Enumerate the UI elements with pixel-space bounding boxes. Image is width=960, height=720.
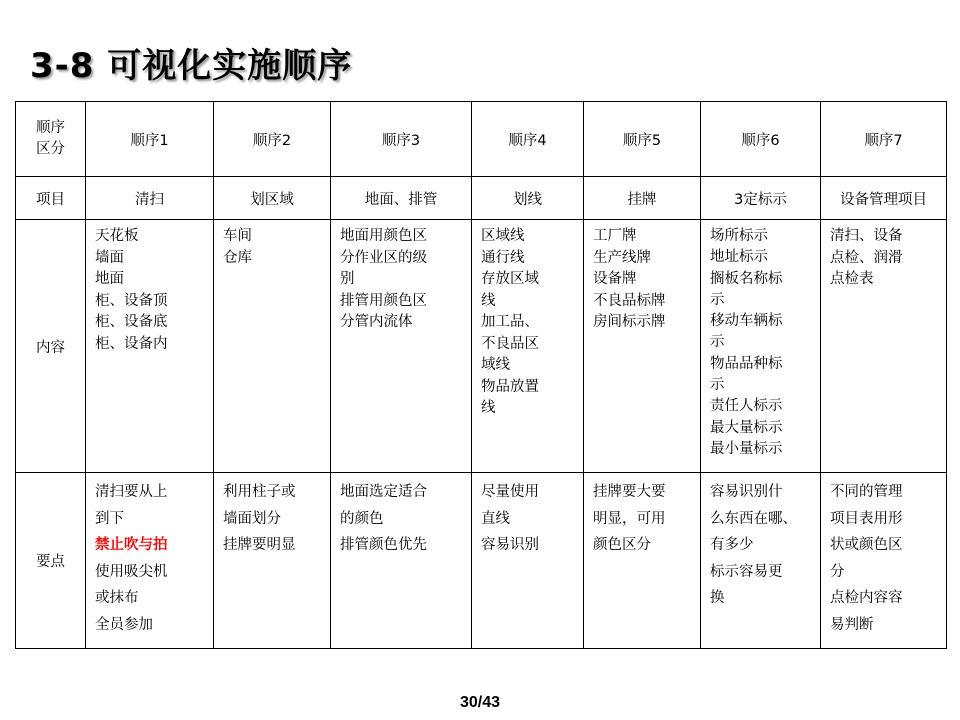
- text-line: 分管内流体: [340, 314, 413, 330]
- implementation-order-table: [15, 101, 947, 649]
- item-cell: 地面、排管: [331, 177, 472, 220]
- item-cell: 清扫: [86, 177, 214, 220]
- text-line: 明显，可用: [593, 510, 666, 527]
- points-line: 或抹布: [95, 590, 139, 606]
- content-cell: [331, 220, 472, 473]
- text-line: 责任人标示: [710, 398, 783, 415]
- text-line: 易判断: [830, 616, 874, 633]
- header-label: [16, 118, 85, 160]
- text-line: 么东西在哪、: [710, 510, 797, 527]
- text-line: 示: [710, 334, 725, 351]
- text-line: 挂牌要大要: [593, 484, 666, 500]
- text-line: 地面: [95, 271, 124, 287]
- text-line: 挂牌要明显: [223, 537, 296, 553]
- text-line: 柜、设备底: [95, 314, 168, 330]
- text-line: 点检表: [830, 271, 874, 287]
- text-line: 线: [481, 292, 496, 309]
- text-line: 设备牌: [593, 271, 637, 287]
- text-line: 地址标示: [710, 249, 768, 266]
- text-line: 墙面划分: [223, 510, 281, 527]
- text-line: 搁板名称标: [710, 270, 783, 287]
- text-line: 通行线: [481, 249, 525, 266]
- header-cell: 顺序1: [86, 102, 214, 177]
- text-line: 物品品种标: [710, 355, 783, 372]
- points-line: 使用吸尖机: [95, 563, 168, 580]
- text-line: 点检内容容: [830, 590, 903, 606]
- text-line: 柜、设备顶: [95, 292, 168, 309]
- text-line: 线: [481, 400, 496, 416]
- text-line: 最大量标示: [710, 419, 783, 436]
- text-line: 尽量使用: [481, 484, 539, 500]
- points-line: 全员参加: [95, 616, 153, 633]
- text-line: 墙面: [95, 249, 124, 266]
- text-line: 容易识别什: [710, 484, 783, 500]
- text-line: 地面选定适合: [340, 484, 427, 500]
- points-cell: [821, 473, 947, 649]
- text-line: 场所标示: [710, 228, 768, 244]
- text-line: 域线: [481, 357, 510, 373]
- text-line: 分作业区的级: [340, 249, 427, 266]
- text-line: 不良品标牌: [593, 292, 666, 309]
- text-line: 区域线: [481, 228, 525, 244]
- text-line: 最小量标示: [710, 440, 783, 457]
- text-line: 仓库: [223, 249, 252, 266]
- points-cell: [331, 473, 472, 649]
- points-cell: [86, 473, 214, 649]
- header-row: [16, 102, 947, 177]
- header-cell: 顺序4: [472, 102, 584, 177]
- points-warning-line: 禁止吹与拍: [95, 537, 168, 553]
- item-row: [16, 177, 947, 220]
- text-line: 不同的管理: [830, 484, 903, 500]
- text-line: 移动车辆标: [710, 313, 783, 330]
- item-cell: 设备管理项目: [821, 177, 947, 220]
- item-cell: 挂牌: [584, 177, 701, 220]
- text-line: 利用柱子或: [223, 484, 296, 500]
- text-line: 状或颜色区: [830, 537, 903, 553]
- text-line: 项目表用形: [830, 510, 903, 527]
- text-line: 示: [710, 291, 725, 308]
- header-cell: 顺序6: [701, 102, 821, 177]
- page-number: 30/43: [459, 694, 501, 711]
- text-line: 换: [710, 590, 725, 606]
- text-line: 排管颜色优先: [340, 537, 427, 553]
- text-line: 容易识别: [481, 537, 539, 553]
- text-line: 不良品区: [481, 335, 539, 352]
- text-line: 车间: [223, 228, 252, 244]
- text-line: 顺序: [36, 120, 65, 136]
- text-line: 物品放置: [481, 378, 539, 395]
- page-title: 3-8 可视化实施顺序: [30, 46, 353, 86]
- text-line: 示: [710, 377, 725, 394]
- points-line: 清扫要从上: [95, 484, 168, 500]
- text-line: 地面用颜色区: [340, 228, 427, 244]
- header-cell: 顺序2: [214, 102, 331, 177]
- text-line: 直线: [481, 510, 510, 527]
- text-line: 天花板: [95, 228, 139, 244]
- content-cell: [214, 220, 331, 473]
- content-row: [16, 220, 947, 473]
- text-line: 工厂牌: [593, 228, 637, 244]
- points-row: [16, 473, 947, 649]
- text-line: 存放区域: [481, 271, 539, 287]
- text-line: 区分: [36, 141, 65, 157]
- points-label: 要点: [16, 473, 86, 649]
- text-line: 排管用颜色区: [340, 292, 427, 309]
- points-cell: [701, 473, 821, 649]
- points-cell: [214, 473, 331, 649]
- header-cell: 顺序3: [331, 102, 472, 177]
- content-cell: [86, 220, 214, 473]
- item-cell: 划线: [472, 177, 584, 220]
- text-line: 的颜色: [340, 510, 384, 527]
- points-line: 到下: [95, 510, 124, 527]
- text-line: 有多少: [710, 537, 754, 553]
- text-line: 别: [340, 271, 355, 287]
- text-line: 清扫、设备: [830, 228, 903, 244]
- text-line: 分: [830, 563, 845, 580]
- text-line: 颜色区分: [593, 537, 651, 553]
- content-cell: [584, 220, 701, 473]
- text-line: 加工品、: [481, 314, 539, 330]
- content-cell: [701, 220, 821, 473]
- header-label-cell: [16, 102, 86, 177]
- text-line: 生产线牌: [593, 249, 651, 266]
- item-label: 项目: [16, 177, 86, 220]
- content-cell: [821, 220, 947, 473]
- text-line: 房间标示牌: [593, 314, 666, 330]
- item-cell: 划区域: [214, 177, 331, 220]
- header-cell: 顺序5: [584, 102, 701, 177]
- text-line: 点检、润滑: [830, 249, 903, 266]
- points-cell: [584, 473, 701, 649]
- item-cell: 3定标示: [701, 177, 821, 220]
- text-line: 柜、设备内: [95, 335, 168, 352]
- text-line: 标示容易更: [710, 563, 783, 580]
- points-cell: [472, 473, 584, 649]
- content-label: 内容: [16, 220, 86, 473]
- header-cell: 顺序7: [821, 102, 947, 177]
- content-cell: [472, 220, 584, 473]
